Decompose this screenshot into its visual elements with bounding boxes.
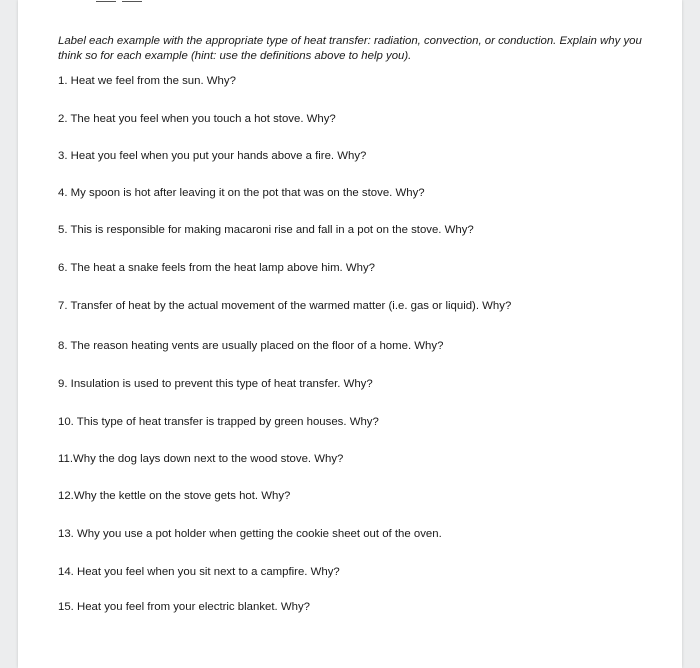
question-14: 14. Heat you feel when you sit next to a campfire. Why?	[58, 566, 340, 578]
question-1: 1. Heat we feel from the sun. Why?	[58, 75, 236, 87]
question-11: 11.Why the dog lays down next to the wood stove. Why?	[58, 453, 344, 465]
question-5: 5. This is responsible for making macaroni rise and fall in a pot on the stove. Why?	[58, 224, 474, 236]
question-3: 3. Heat you feel when you put your hands above a fire. Why?	[58, 150, 367, 162]
question-7: 7. Transfer of heat by the actual movement of the warmed matter (i.e. gas or liquid). Why?	[58, 300, 512, 312]
question-6: 6. The heat a snake feels from the heat lamp above him. Why?	[58, 262, 376, 274]
question-13: 13. Why you use a pot holder when getting the cookie sheet out of the oven.	[58, 528, 442, 540]
question-10: 10. This type of heat transfer is trapped by green houses. Why?	[58, 416, 379, 428]
instructions-text: Label each example with the appropriate type of heat transfer: radiation, convection, or conduction. Explain why you think so for each example (hint: use the definitions above to help you).	[58, 35, 642, 62]
worksheet-page	[18, 0, 682, 668]
question-12: 12.Why the kettle on the stove gets hot. Why?	[58, 490, 291, 502]
question-15: 15. Heat you feel from your electric blanket. Why?	[58, 601, 310, 613]
question-8: 8. The reason heating vents are usually placed on the floor of a home. Why?	[58, 340, 444, 352]
question-4: 4. My spoon is hot after leaving it on the pot that was on the stove. Why?	[58, 187, 425, 199]
question-9: 9. Insulation is used to prevent this type of heat transfer. Why?	[58, 378, 373, 390]
question-2: 2. The heat you feel when you touch a hot stove. Why?	[58, 113, 336, 125]
